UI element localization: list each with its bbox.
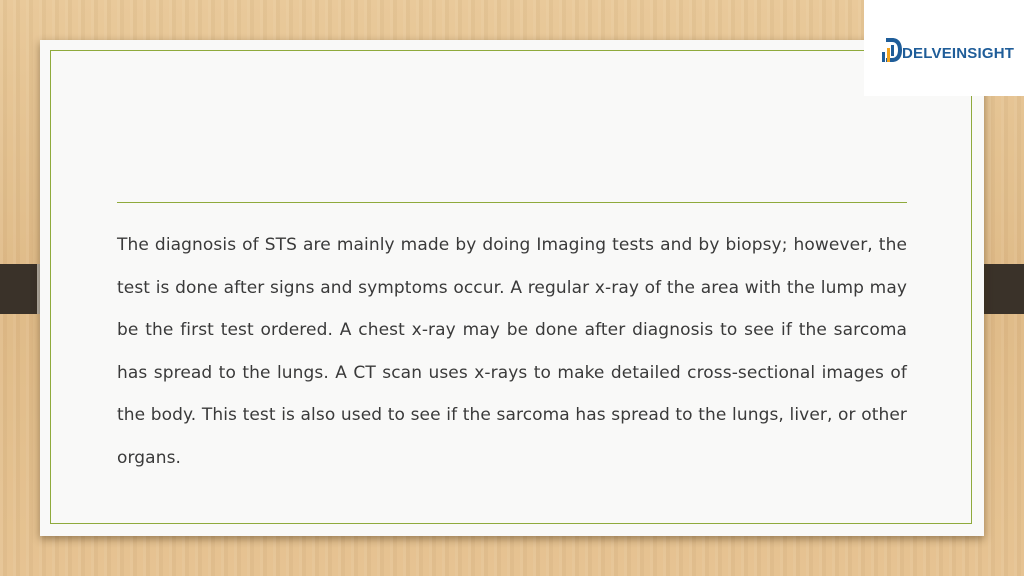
left-decorative-tab: [0, 264, 40, 314]
slide-card: [40, 40, 984, 536]
title-divider: [117, 202, 907, 203]
delveinsight-logo-icon: [881, 37, 903, 63]
body-paragraph: The diagnosis of STS are mainly made by doing Imaging tests and by biopsy; however, the test is done after signs and symptoms occur. A regular x-ray of the area with the lump may be the first test ordered. A chest x-ray may be done after diagnosis to see if the sarcoma has spread to the lungs. A CT scan uses x-rays to make detailed cross-sectional images of the body. This test is also used to see if the sarcoma has spread to the lungs, liver, or other organs.: [117, 235, 907, 468]
logo-wordmark: DELVEINSIGHT: [902, 45, 1015, 62]
logo: [864, 0, 1024, 96]
